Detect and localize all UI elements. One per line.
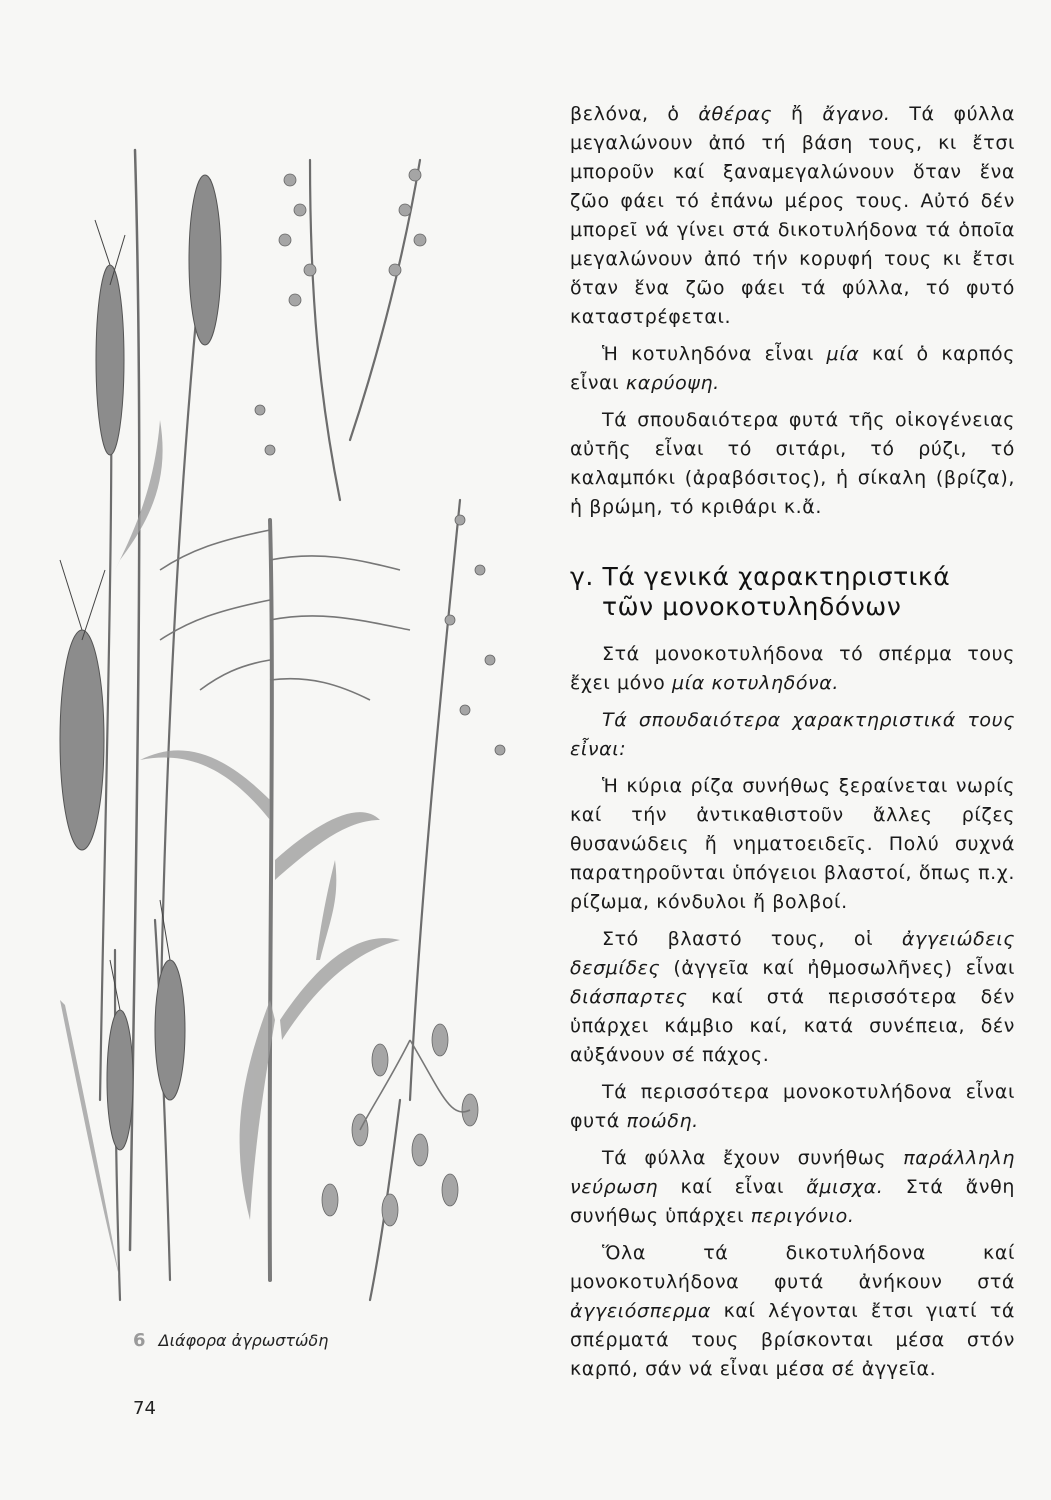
- paragraph: [570, 925, 1015, 1070]
- italic-term: μία: [826, 343, 860, 365]
- text-run: Στό βλαστό τους, οἱ: [602, 928, 902, 950]
- text-run: καί εἶναι: [658, 1176, 807, 1198]
- text-run: Τά φύλλα μεγαλώνουν ἀπό τή βάση τους, κι ἔτσι μποροῦν καί ξαναμεγαλώνουν ὅταν ἕνα ζῶο φάει τό ἐπάνω μέρος τους. Αὐτό δέν μπορεῖ νά γίνει στά δικοτυλήδονα τά ὁποῖα μεγαλώνουν ἀπό τήν κορυφή τους κι ἔτσι ὅταν ἕνα ζῶο φάει τά φύλλα, τό φυτό καταστρέφεται.: [570, 103, 1015, 328]
- italic-term: μία κοτυληδόνα.: [671, 672, 840, 694]
- text-run: καί λέγονται ἔτσι γιατί τά σπέρματά τους βρίσκονται μέσα στόν καρπό, σάν νά εἶναι μέσα σέ ἀγγεῖα.: [570, 1300, 1015, 1380]
- section-heading: [570, 562, 1015, 622]
- paragraph: [570, 640, 1015, 698]
- italic-term: ποώδη.: [626, 1110, 699, 1132]
- italic-term: Τά σπουδαιότερα χαρακτηριστικά τους εἶναι:: [570, 709, 1015, 760]
- italic-term: ἀγγειώδεις δεσμίδες: [570, 928, 1015, 979]
- italic-term: περιγόνιο.: [750, 1205, 855, 1227]
- paragraph: [570, 1144, 1015, 1231]
- text-run: Ὅλα τά δικοτυλήδονα καί μονοκοτυλήδονα φυτά ἀνήκουν στά: [570, 1242, 1015, 1293]
- bottom-paragraphs: [570, 640, 1015, 1384]
- text-run: καί ὁ καρπός εἶναι: [570, 343, 1015, 394]
- italic-term: ἀγγειόσπερμα: [570, 1300, 711, 1322]
- page-number: 74: [133, 1398, 156, 1419]
- top-paragraphs: [570, 100, 1015, 522]
- text-run: Στά μονοκοτυλήδονα τό σπέρμα τους ἔχει μόνο: [570, 643, 1015, 694]
- text-run: Στά ἄνθη συνήθως ὑπάρχει: [570, 1176, 1015, 1227]
- section-heading-line2: τῶν μονοκοτυληδόνων: [602, 592, 902, 621]
- text-run: Τά φύλλα ἔχουν συνήθως: [602, 1147, 904, 1169]
- paragraph: [570, 1239, 1015, 1384]
- text-run: (ἀγγεῖα καί ἠθμοσωλῆνες) εἶναι: [660, 957, 1015, 979]
- italic-term: ἀθέρας: [698, 103, 773, 125]
- italic-term: παράλληλη νεύρωση: [570, 1147, 1015, 1198]
- text-run: Τά σπουδαιότερα φυτά τῆς οἰκογένειας αὐτῆς εἶναι τό σιτάρι, τό ρύζι, τό καλαμπόκι (ἀραβόσιτος), ἡ σίκαλη (βρίζα), ἡ βρώμη, τό κριθάρι κ.ἄ.: [570, 409, 1015, 518]
- paragraph: [570, 406, 1015, 522]
- grasses-illustration: [20, 100, 540, 1330]
- text-run: ἤ: [772, 103, 823, 125]
- section-heading-line1: γ. Τά γενικά χαρακτηριστικά: [570, 562, 951, 591]
- figure-number: 6: [133, 1330, 146, 1351]
- text-run: καί στά περισσότερα δέν ὑπάρχει κάμβιο καί, κατά συνέπεια, δέν αὐξάνουν σέ πάχος.: [570, 986, 1015, 1066]
- paragraph: [570, 100, 1015, 332]
- italic-term: καρύοψη.: [625, 372, 720, 394]
- grasses-drawing: [20, 100, 540, 1330]
- paragraph: [570, 340, 1015, 398]
- text-column: [570, 100, 1015, 1384]
- figure-caption: [133, 1330, 328, 1351]
- text-run: Ἡ κύρια ρίζα συνήθως ξεραίνεται νωρίς καί τήν ἀντικαθιστοῦν ἄλλες ρίζες θυσανώδεις ἤ νηματοειδεῖς. Πολύ συχνά παρατηροῦνται ὑπόγειοι βλαστοί, ὅπως π.χ. ρίζωμα, κόνδυλοι ἤ βολβοί.: [570, 775, 1015, 913]
- text-run: Ἡ κοτυληδόνα εἶναι: [602, 343, 827, 365]
- text-run: Τά περισσότερα μονοκοτυλήδονα εἶναι φυτά: [570, 1081, 1015, 1132]
- paragraph: [570, 706, 1015, 764]
- text-run: βελόνα, ὁ: [570, 103, 699, 125]
- italic-term: ἄμισχα.: [806, 1176, 884, 1198]
- italic-term: διάσπαρτες: [570, 986, 688, 1008]
- italic-term: ἄγανο.: [822, 103, 891, 125]
- paragraph: [570, 772, 1015, 917]
- figure-caption-text: Διάφορα ἀγρωστώδη: [158, 1331, 329, 1350]
- paragraph: [570, 1078, 1015, 1136]
